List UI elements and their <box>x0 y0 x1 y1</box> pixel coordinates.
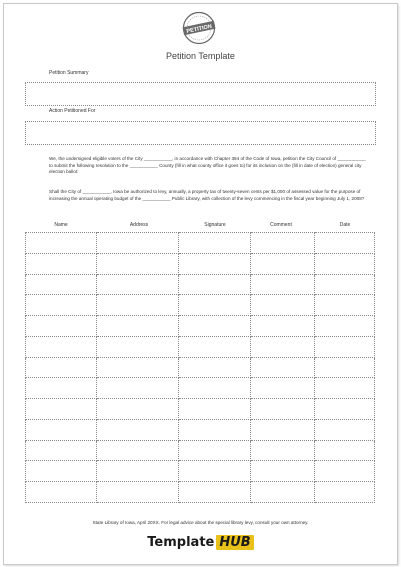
column-header-signature: Signature <box>204 222 226 228</box>
table-row <box>26 253 375 274</box>
address-cell[interactable] <box>96 419 178 440</box>
signature-cell[interactable] <box>178 253 251 274</box>
brand-name: Template <box>147 535 215 550</box>
signature-cell[interactable] <box>178 419 251 440</box>
date-cell[interactable] <box>315 274 375 295</box>
name-cell[interactable] <box>26 274 97 295</box>
table-row <box>26 461 375 482</box>
signature-cell[interactable] <box>178 336 251 357</box>
date-cell[interactable] <box>315 482 375 503</box>
address-cell[interactable] <box>96 295 178 316</box>
comment-cell[interactable] <box>251 253 315 274</box>
signature-table <box>25 232 375 503</box>
name-cell[interactable] <box>26 440 97 461</box>
name-cell[interactable] <box>26 419 97 440</box>
address-cell[interactable] <box>96 336 178 357</box>
petition-stamp-logo <box>182 11 216 45</box>
signature-cell[interactable] <box>178 482 251 503</box>
date-cell[interactable] <box>315 378 375 399</box>
date-cell[interactable] <box>315 336 375 357</box>
date-cell[interactable] <box>315 399 375 420</box>
column-header-name: Name <box>54 222 68 228</box>
table-row <box>26 233 375 254</box>
table-row <box>26 440 375 461</box>
name-cell[interactable] <box>26 233 97 254</box>
table-row <box>26 274 375 295</box>
table-row <box>26 399 375 420</box>
petition-statement: We, the undersigned eligible voters of the City ___________, in accordance with Chapter 384 of the Code of Iowa, petition the City Council of ___________ to submit the following resolution to the ___________ County (fill in what county office it goes to) for its inclusion on the (fill in date of election) general city election ballot: <box>49 156 366 175</box>
name-cell[interactable] <box>26 482 97 503</box>
svg-text:PETITION: PETITION <box>186 23 213 35</box>
petition-summary-label: Petition Summary <box>49 70 89 76</box>
comment-cell[interactable] <box>251 461 315 482</box>
table-row <box>26 357 375 378</box>
address-cell[interactable] <box>96 253 178 274</box>
signature-cell[interactable] <box>178 357 251 378</box>
address-cell[interactable] <box>96 461 178 482</box>
name-cell[interactable] <box>26 336 97 357</box>
table-row <box>26 316 375 337</box>
table-row <box>26 482 375 503</box>
table-row <box>26 336 375 357</box>
name-cell[interactable] <box>26 357 97 378</box>
date-cell[interactable] <box>315 316 375 337</box>
page-title: Petition Template <box>166 51 235 61</box>
date-cell[interactable] <box>315 357 375 378</box>
date-cell[interactable] <box>315 233 375 254</box>
address-cell[interactable] <box>96 399 178 420</box>
comment-cell[interactable] <box>251 274 315 295</box>
brand-hub-badge: HUB <box>216 535 253 550</box>
templatehub-logo <box>0 535 401 550</box>
column-header-date: Date <box>339 222 351 228</box>
name-cell[interactable] <box>26 399 97 420</box>
comment-cell[interactable] <box>251 399 315 420</box>
name-cell[interactable] <box>26 295 97 316</box>
address-cell[interactable] <box>96 482 178 503</box>
ballot-question: Shall the City of ___________, Iowa be authorized to levy, annually, a property tax of twenty-seven cents per $1,000 of assessed value for the purpose of increasing the annual operating budget of the ___________ Public Library, with collection of the levy commencing in the fiscal year beginning July 1, 2008? <box>49 189 365 201</box>
comment-cell[interactable] <box>251 336 315 357</box>
comment-cell[interactable] <box>251 316 315 337</box>
name-cell[interactable] <box>26 461 97 482</box>
signature-table-header <box>25 222 375 230</box>
name-cell[interactable] <box>26 378 97 399</box>
name-cell[interactable] <box>26 253 97 274</box>
address-cell[interactable] <box>96 233 178 254</box>
signature-cell[interactable] <box>178 378 251 399</box>
date-cell[interactable] <box>315 419 375 440</box>
table-row <box>26 378 375 399</box>
comment-cell[interactable] <box>251 482 315 503</box>
address-cell[interactable] <box>96 378 178 399</box>
comment-cell[interactable] <box>251 419 315 440</box>
petition-summary-field[interactable] <box>25 82 376 106</box>
signature-cell[interactable] <box>178 440 251 461</box>
comment-cell[interactable] <box>251 357 315 378</box>
address-cell[interactable] <box>96 274 178 295</box>
comment-cell[interactable] <box>251 440 315 461</box>
action-petitioned-label: Action Petitioned For <box>49 108 96 114</box>
signature-cell[interactable] <box>178 399 251 420</box>
date-cell[interactable] <box>315 440 375 461</box>
column-header-address: Address <box>129 222 149 228</box>
action-petitioned-field[interactable] <box>25 121 376 145</box>
date-cell[interactable] <box>315 461 375 482</box>
signature-cell[interactable] <box>178 295 251 316</box>
signature-cell[interactable] <box>178 274 251 295</box>
date-cell[interactable] <box>315 295 375 316</box>
column-header-comment: Comment <box>270 222 292 228</box>
date-cell[interactable] <box>315 253 375 274</box>
comment-cell[interactable] <box>251 233 315 254</box>
table-row <box>26 419 375 440</box>
name-cell[interactable] <box>26 316 97 337</box>
table-row <box>26 295 375 316</box>
signature-cell[interactable] <box>178 316 251 337</box>
address-cell[interactable] <box>96 316 178 337</box>
footer-note: State Library of Iowa, April 20XX. For legal advice about the special library levy, consult your own attorney. <box>92 520 309 525</box>
address-cell[interactable] <box>96 357 178 378</box>
address-cell[interactable] <box>96 440 178 461</box>
comment-cell[interactable] <box>251 378 315 399</box>
comment-cell[interactable] <box>251 295 315 316</box>
signature-cell[interactable] <box>178 233 251 254</box>
signature-cell[interactable] <box>178 461 251 482</box>
